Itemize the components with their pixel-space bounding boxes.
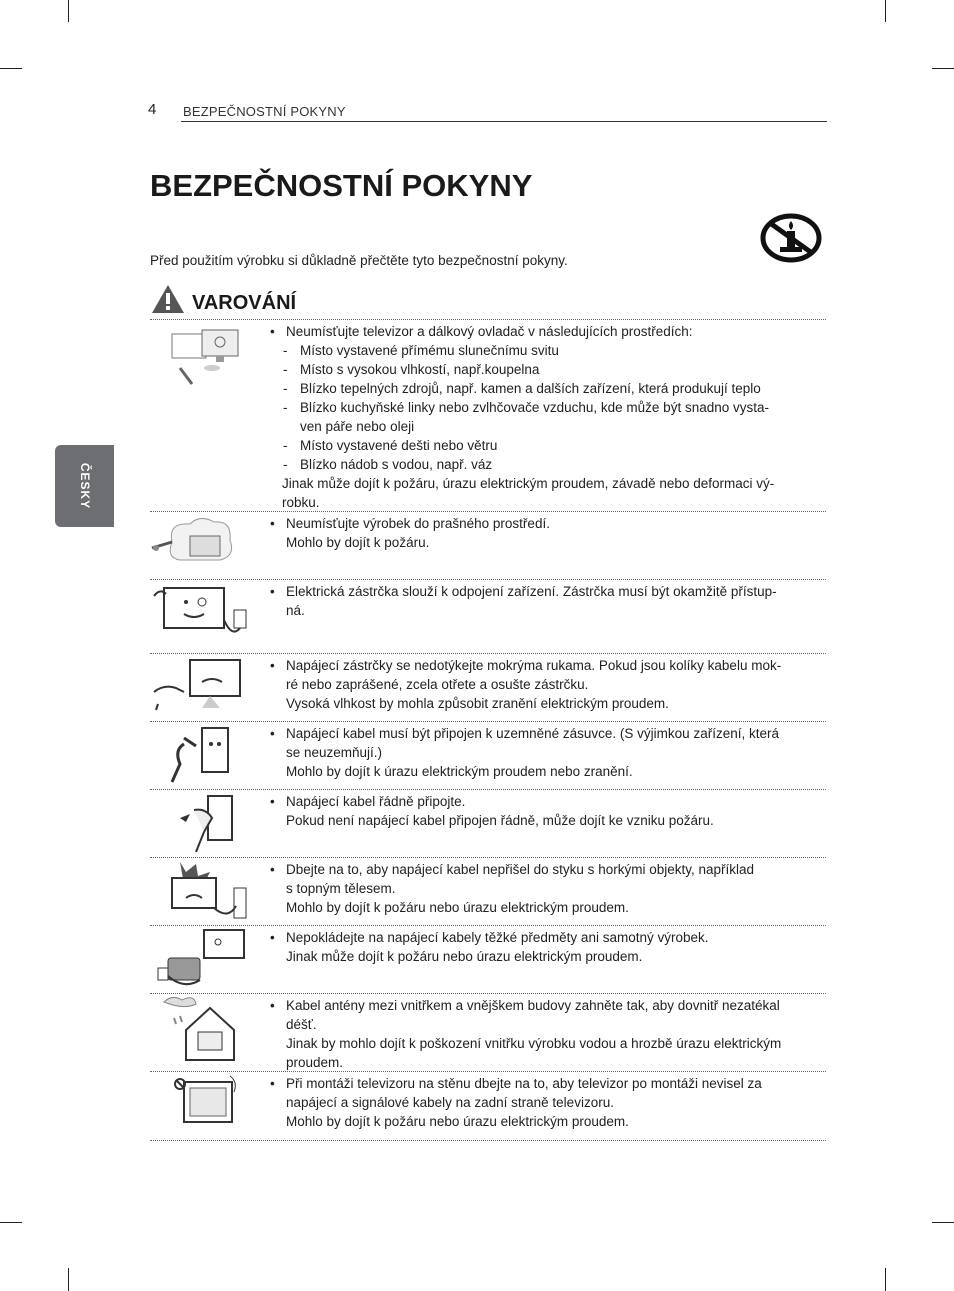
dash-item: - Blízko kuchyňské linky nebo zvlhčovače vzduchu, kde může být snadno vysta- (268, 398, 816, 417)
warning-item (150, 857, 826, 926)
warning-text (268, 792, 816, 830)
warning-item (150, 721, 826, 790)
page-title: BEZPEČNOSTNÍ POKYNY (150, 168, 533, 203)
warning-text (268, 1074, 816, 1131)
warning-text (268, 322, 816, 512)
dash-item: - Blízko tepelných zdrojů, např. kamen a dalších zařízení, která produkují teplo (268, 379, 816, 398)
illustration (150, 790, 250, 856)
crop-mark (68, 0, 69, 22)
dash-item-continued: ven páře nebo oleji (300, 419, 415, 434)
bullet-text: • Neumísťujte televizor a dálkový ovladač v následujících prostředích: (268, 322, 816, 341)
warning-text (268, 996, 816, 1072)
crop-mark (885, 0, 886, 22)
consequence-text: Mohlo by dojít k požáru nebo úrazu elektrickým proudem. (286, 1114, 629, 1129)
consequence-text: Jinak může dojít k požáru nebo úrazu elektrickým proudem. (286, 949, 643, 964)
running-header: BEZPEČNOSTNÍ POKYNY (183, 104, 346, 119)
bullet-text: • Dbejte na to, aby napájecí kabel nepřišel do styku s horkými objekty, například (268, 860, 816, 879)
illustration (150, 858, 250, 924)
dusty-tv-icon (150, 512, 250, 574)
consequence-text: Mohlo by dojít k požáru nebo úrazu elektrickým proudem. (286, 900, 629, 915)
bullet-text: • Napájecí zástrčky se nedotýkejte mokrýma rukama. Pokud jsou kolíky kabelu mok- (268, 656, 816, 675)
warning-item (150, 511, 826, 580)
heater-cable-icon (150, 858, 250, 924)
bullet-text: • Elektrická zástrčka slouží k odpojení zařízení. Zástrčka musí být okamžitě přístup- (268, 582, 816, 601)
crop-mark (0, 1222, 22, 1223)
bullet-text: • Neumísťujte výrobek do prašného prostředí. (268, 514, 816, 533)
crop-mark (68, 1268, 69, 1291)
crop-mark (0, 68, 22, 69)
bullet-text-continued: ré nebo zaprášené, zcela otřete a osušte zástrčku. (286, 677, 589, 692)
crop-mark (885, 1268, 886, 1291)
bullet-text-continued: s topným tělesem. (286, 881, 396, 896)
consequence-text: proudem. (286, 1055, 344, 1070)
crop-mark (932, 68, 954, 69)
intro-text: Před použitím výrobku si důkladně přečtěte tyto bezpečnostní pokyny. (150, 253, 568, 268)
dash-item: - Místo s vysokou vlhkostí, např.koupelna (268, 360, 816, 379)
warning-icon (150, 283, 186, 315)
warning-text (268, 860, 816, 917)
consequence-text: Mohlo by dojít k požáru. (286, 535, 430, 550)
illustration (150, 580, 250, 646)
warning-heading-text: VAROVÁNÍ (192, 292, 297, 314)
consequence-text: Jinak může dojít k požáru, úrazu elektrickým proudem, závadě nebo deformaci vý- (282, 476, 775, 491)
bullet-text: • Nepokládejte na napájecí kabely těžké předměty ani samotný výrobek. (268, 928, 816, 947)
bullet-text-continued: napájecí a signálové kabely na zadní straně televizoru. (286, 1095, 614, 1110)
warning-item (150, 993, 826, 1072)
illustration (150, 722, 250, 788)
warning-text (268, 514, 816, 552)
language-tab (55, 445, 114, 527)
bullet-text-continued: déšť. (286, 1017, 317, 1032)
warning-text (268, 928, 816, 966)
illustration (150, 1072, 250, 1136)
warning-text (268, 724, 816, 781)
warning-item (150, 925, 826, 994)
warning-text (268, 582, 816, 620)
illustration (150, 320, 250, 400)
language-tab-label: ČESKY (77, 462, 92, 510)
consequence-text: Mohlo by dojít k úrazu elektrickým proudem nebo zranění. (286, 764, 633, 779)
warning-item (150, 1071, 826, 1141)
dash-item: - Místo vystavené dešti nebo větru (268, 436, 816, 455)
illustration (150, 994, 250, 1066)
wet-hands-icon (150, 654, 250, 720)
tv-environment-icon (150, 320, 250, 400)
plug-in-cable-icon (150, 790, 250, 856)
no-candle-icon (760, 213, 822, 263)
bullet-text-continued: se neuzemňují.) (286, 745, 383, 760)
illustration (150, 926, 250, 992)
warning-item (150, 319, 826, 512)
illustration (150, 512, 250, 574)
header-rule (181, 121, 827, 122)
bullet-text: • Kabel antény mezi vnitřkem a vnějškem budovy zahněte tak, aby dovnitř nezatékal (268, 996, 816, 1015)
consequence-text: robku. (282, 495, 320, 510)
dash-item: - Blízko nádob s vodou, např. váz (268, 455, 816, 474)
grounded-outlet-icon (150, 722, 250, 788)
warning-item (150, 789, 826, 858)
consequence-text: Jinak by mohlo dojít k poškození vnitřku výrobku vodou a hrozbě úrazu elektrickým (286, 1036, 782, 1051)
bullet-text: • Při montáži televizoru na stěnu dbejte na to, aby televizor po montáži nevisel za (268, 1074, 816, 1093)
warning-text (268, 656, 816, 713)
consequence-text: Pokud není napájecí kabel připojen řádně, může dojít ke vzniku požáru. (286, 813, 714, 828)
illustration (150, 654, 250, 720)
consequence-text: Vysoká vlhkost by mohla způsobit zranění elektrickým proudem. (286, 696, 669, 711)
wall-mount-cable-icon (150, 1072, 250, 1136)
power-plug-icon (150, 580, 250, 646)
page-number: 4 (148, 101, 157, 118)
bullet-text: • Napájecí kabel musí být připojen k uzemněné zásuvce. (S výjimkou zařízení, která (268, 724, 816, 743)
warning-item (150, 579, 826, 654)
warning-item (150, 653, 826, 722)
bullet-text: • Napájecí kabel řádně připojte. (268, 792, 816, 811)
bullet-text-continued: ná. (286, 603, 305, 618)
heavy-object-cable-icon (150, 926, 250, 992)
antenna-house-icon (150, 994, 250, 1066)
dash-item: - Místo vystavené přímému slunečnímu svitu (268, 341, 816, 360)
crop-mark (932, 1222, 954, 1223)
